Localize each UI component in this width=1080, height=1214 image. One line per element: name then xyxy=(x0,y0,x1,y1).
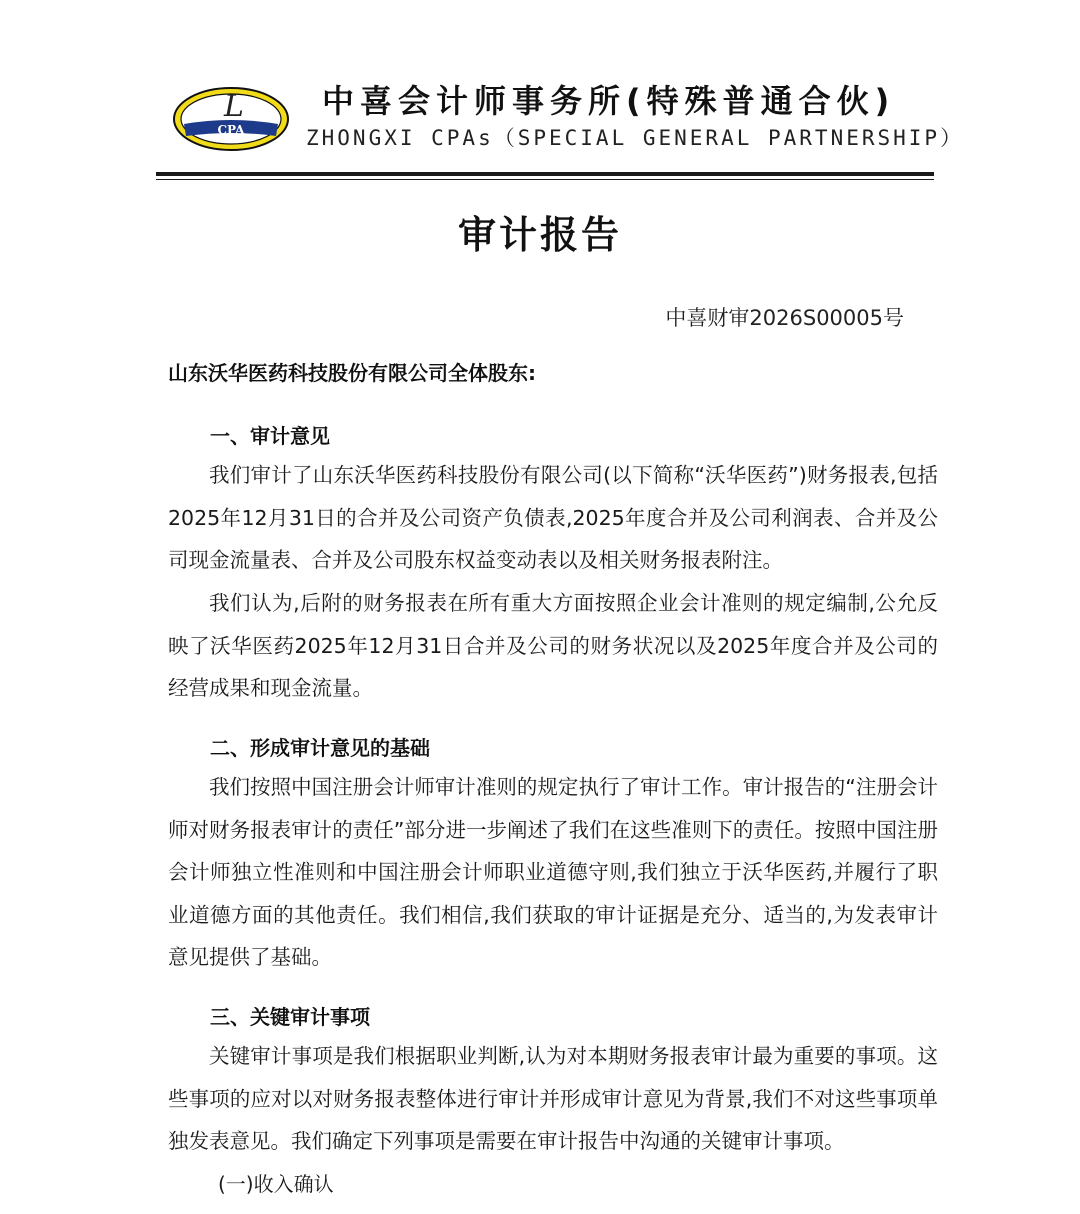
paragraph-key-matters: 关键审计事项是我们根据职业判断,认为对本期财务报表审计最为重要的事项。这些事项的应对以对财务报表整体进行审计并形成审计意见为背景,我们不对这些事项单独发表意见。我们确定下列事项是需要在审计报告中沟通的关键审计事项。 xyxy=(168,1044,938,1153)
addressee: 山东沃华医药科技股份有限公司全体股东: xyxy=(168,361,536,385)
firm-name-cn: 中喜会计师事务所(特殊普通合伙) xyxy=(322,82,896,120)
paragraph-opinion-scope: 我们审计了山东沃华医药科技股份有限公司(以下简称“沃华医药”)财务报表,包括2025年12月31日的合并及公司资产负债表,2025年度合并及公司利润表、合并及公司现金流量表、合并及公司股东权益变动表以及相关财务报表附注。 xyxy=(168,463,938,572)
section-heading-basis: 二、形成审计意见的基础 xyxy=(210,736,430,760)
paragraph-basis: 我们按照中国注册会计师审计准则的规定执行了审计工作。审计报告的“注册会计师对财务报表审计的责任”部分进一步阐述了我们在这些准则下的责任。按照中国注册会计师独立性准则和中国注册会计师职业道德守则,我们独立于沃华医药,并履行了职业道德方面的其他责任。我们相信,我们获取的审计证据是充分、适当的,为发表审计意见提供了基础。 xyxy=(168,775,938,969)
letterhead-divider-thin xyxy=(156,179,934,180)
section-heading-key-matters: 三、关键审计事项 xyxy=(210,1005,370,1029)
section-heading-opinion: 一、审计意见 xyxy=(210,424,330,448)
subheading-revenue-recognition: (一)收入确认 xyxy=(218,1172,334,1196)
cpa-logo xyxy=(172,86,290,152)
report-number: 中喜财审2026S00005号 xyxy=(665,306,904,330)
firm-name-en: ZHONGXI CPAs（SPECIAL GENERAL PARTNERSHIP） xyxy=(306,126,965,150)
logo-glyph: L xyxy=(224,89,244,124)
logo-text: CPA xyxy=(217,123,245,137)
letterhead-divider xyxy=(156,172,934,176)
report-title: 审计报告 xyxy=(457,213,622,257)
paragraph-opinion-statement: 我们认为,后附的财务报表在所有重大方面按照企业会计准则的规定编制,公允反映了沃华医药2025年12月31日合并及公司的财务状况以及2025年度合并及公司的经营成果和现金流量。 xyxy=(168,591,938,700)
